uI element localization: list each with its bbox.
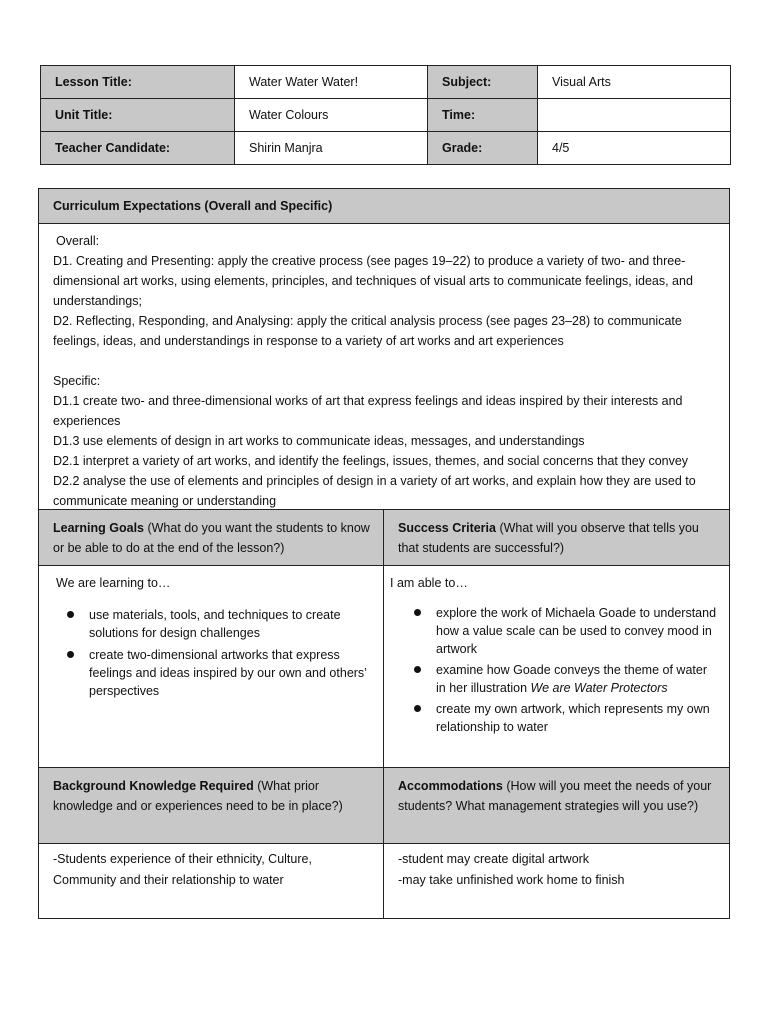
learning-goals-column [39,510,384,918]
learning-goal-text: use materials, tools, and techniques to create solutions for design challenges [89,608,341,640]
list-item [390,604,719,658]
bullet-icon [67,651,74,658]
overall-label: Overall: [56,234,100,248]
bullet-icon [414,666,421,673]
subject-value: Visual Arts [538,66,731,99]
overall-line: D1. Creating and Presenting: apply the creative process (see pages 19–22) to produce a variety of two- and three- [53,254,686,268]
overall-line: feelings, ideas, and understandings in response to a variety of art works and art experiences [53,334,564,348]
success-criteria-content [384,566,729,768]
accommodation-line: -may take unfinished work home to finish [398,873,625,887]
accommodations-subtitle: (How will you meet the needs of your students? What management strategies will you use?) [398,779,712,813]
lesson-title-value: Water Water Water! [235,66,428,99]
subject-label: Subject: [428,66,538,99]
learning-goals-title: Learning Goals [53,521,144,535]
accommodations-heading [384,768,729,844]
curriculum-heading: Curriculum Expectations (Overall and Specific) [39,189,729,224]
lesson-title-label: Lesson Title: [41,66,235,99]
list-item [390,661,719,697]
success-criteria-list [390,604,719,736]
specific-line: D1.3 use elements of design in art works to communicate ideas, messages, and understandings [53,434,585,448]
list-item [53,606,373,642]
accommodations-content [384,844,729,918]
specific-line: D1.1 create two- and three-dimensional works of art that express feelings and ideas inspired by their interests and [53,394,683,408]
overall-line: D2. Reflecting, Responding, and Analysing: apply the critical analysis process (see pages 23–28) to communicate [53,314,682,328]
bullet-icon [414,609,421,616]
unit-title-value: Water Colours [235,99,428,132]
success-criterion-text: examine how Goade conveys the theme of water in her illustration [436,663,707,695]
background-text: -Students experience of their ethnicity, Culture, Community and their relationship to water [53,852,312,887]
bullet-icon [414,705,421,712]
time-label: Time: [428,99,538,132]
specific-line: D2.1 interpret a variety of art works, and identify the feelings, issues, themes, and social concerns that they convey [53,454,689,468]
unit-title-label: Unit Title: [41,99,235,132]
accommodation-line: -student may create digital artwork [398,852,590,866]
background-content [39,844,383,918]
teacher-label: Teacher Candidate: [41,132,235,165]
success-criteria-subtitle: (What will you observe that tells you that students are successful?) [398,521,699,555]
success-criteria-heading [384,510,729,566]
learning-goals-intro: We are learning to… [56,576,171,590]
grade-value: 4/5 [538,132,731,165]
specific-label: Specific: [53,374,101,388]
grade-label: Grade: [428,132,538,165]
overall-line: understandings; [53,294,142,308]
header-row [41,132,731,165]
success-criterion-text: explore the work of Michaela Goade to understand how a value scale can be used to convey mood in artwork [436,606,717,656]
specific-line: communicate meaning or understanding [53,494,277,508]
specific-line: D2.2 analyse the use of elements and principles of design in a variety of art works, and explain how they are used to [53,474,696,488]
success-criterion-text: create my own artwork, which represents my own relationship to water [436,702,710,734]
overall-line: dimensional art works, using elements, principles, and techniques of visual arts to communicate feelings, ideas, and [53,274,693,288]
learning-goals-content [39,566,383,768]
goals-row [39,510,729,918]
book-title: We are Water Protectors [530,681,668,695]
learning-goals-list [53,606,373,700]
curriculum-content [39,224,729,510]
success-criteria-intro: I am able to… [390,576,468,590]
background-title: Background Knowledge Required [53,779,254,793]
success-criteria-title: Success Criteria [398,521,496,535]
list-item [53,646,373,700]
learning-goal-text: create two-dimensional artworks that express feelings and ideas inspired by our own and others’ perspectives [89,648,367,698]
success-criteria-column [384,510,729,918]
time-value [538,99,731,132]
accommodations-title: Accommodations [398,779,503,793]
header-row [41,99,731,132]
background-subtitle: (What prior knowledge and or experiences need to be in place?) [53,779,343,813]
lesson-plan-table [38,188,730,919]
list-item [390,700,719,736]
specific-line: experiences [53,414,121,428]
teacher-value: Shirin Manjra [235,132,428,165]
bullet-icon [67,611,74,618]
header-row [41,66,731,99]
learning-goals-subtitle: (What do you want the students to know or be able to do at the end of the lesson?) [53,521,370,555]
learning-goals-heading [39,510,383,566]
lesson-header-table [40,65,731,165]
background-heading [39,768,383,844]
